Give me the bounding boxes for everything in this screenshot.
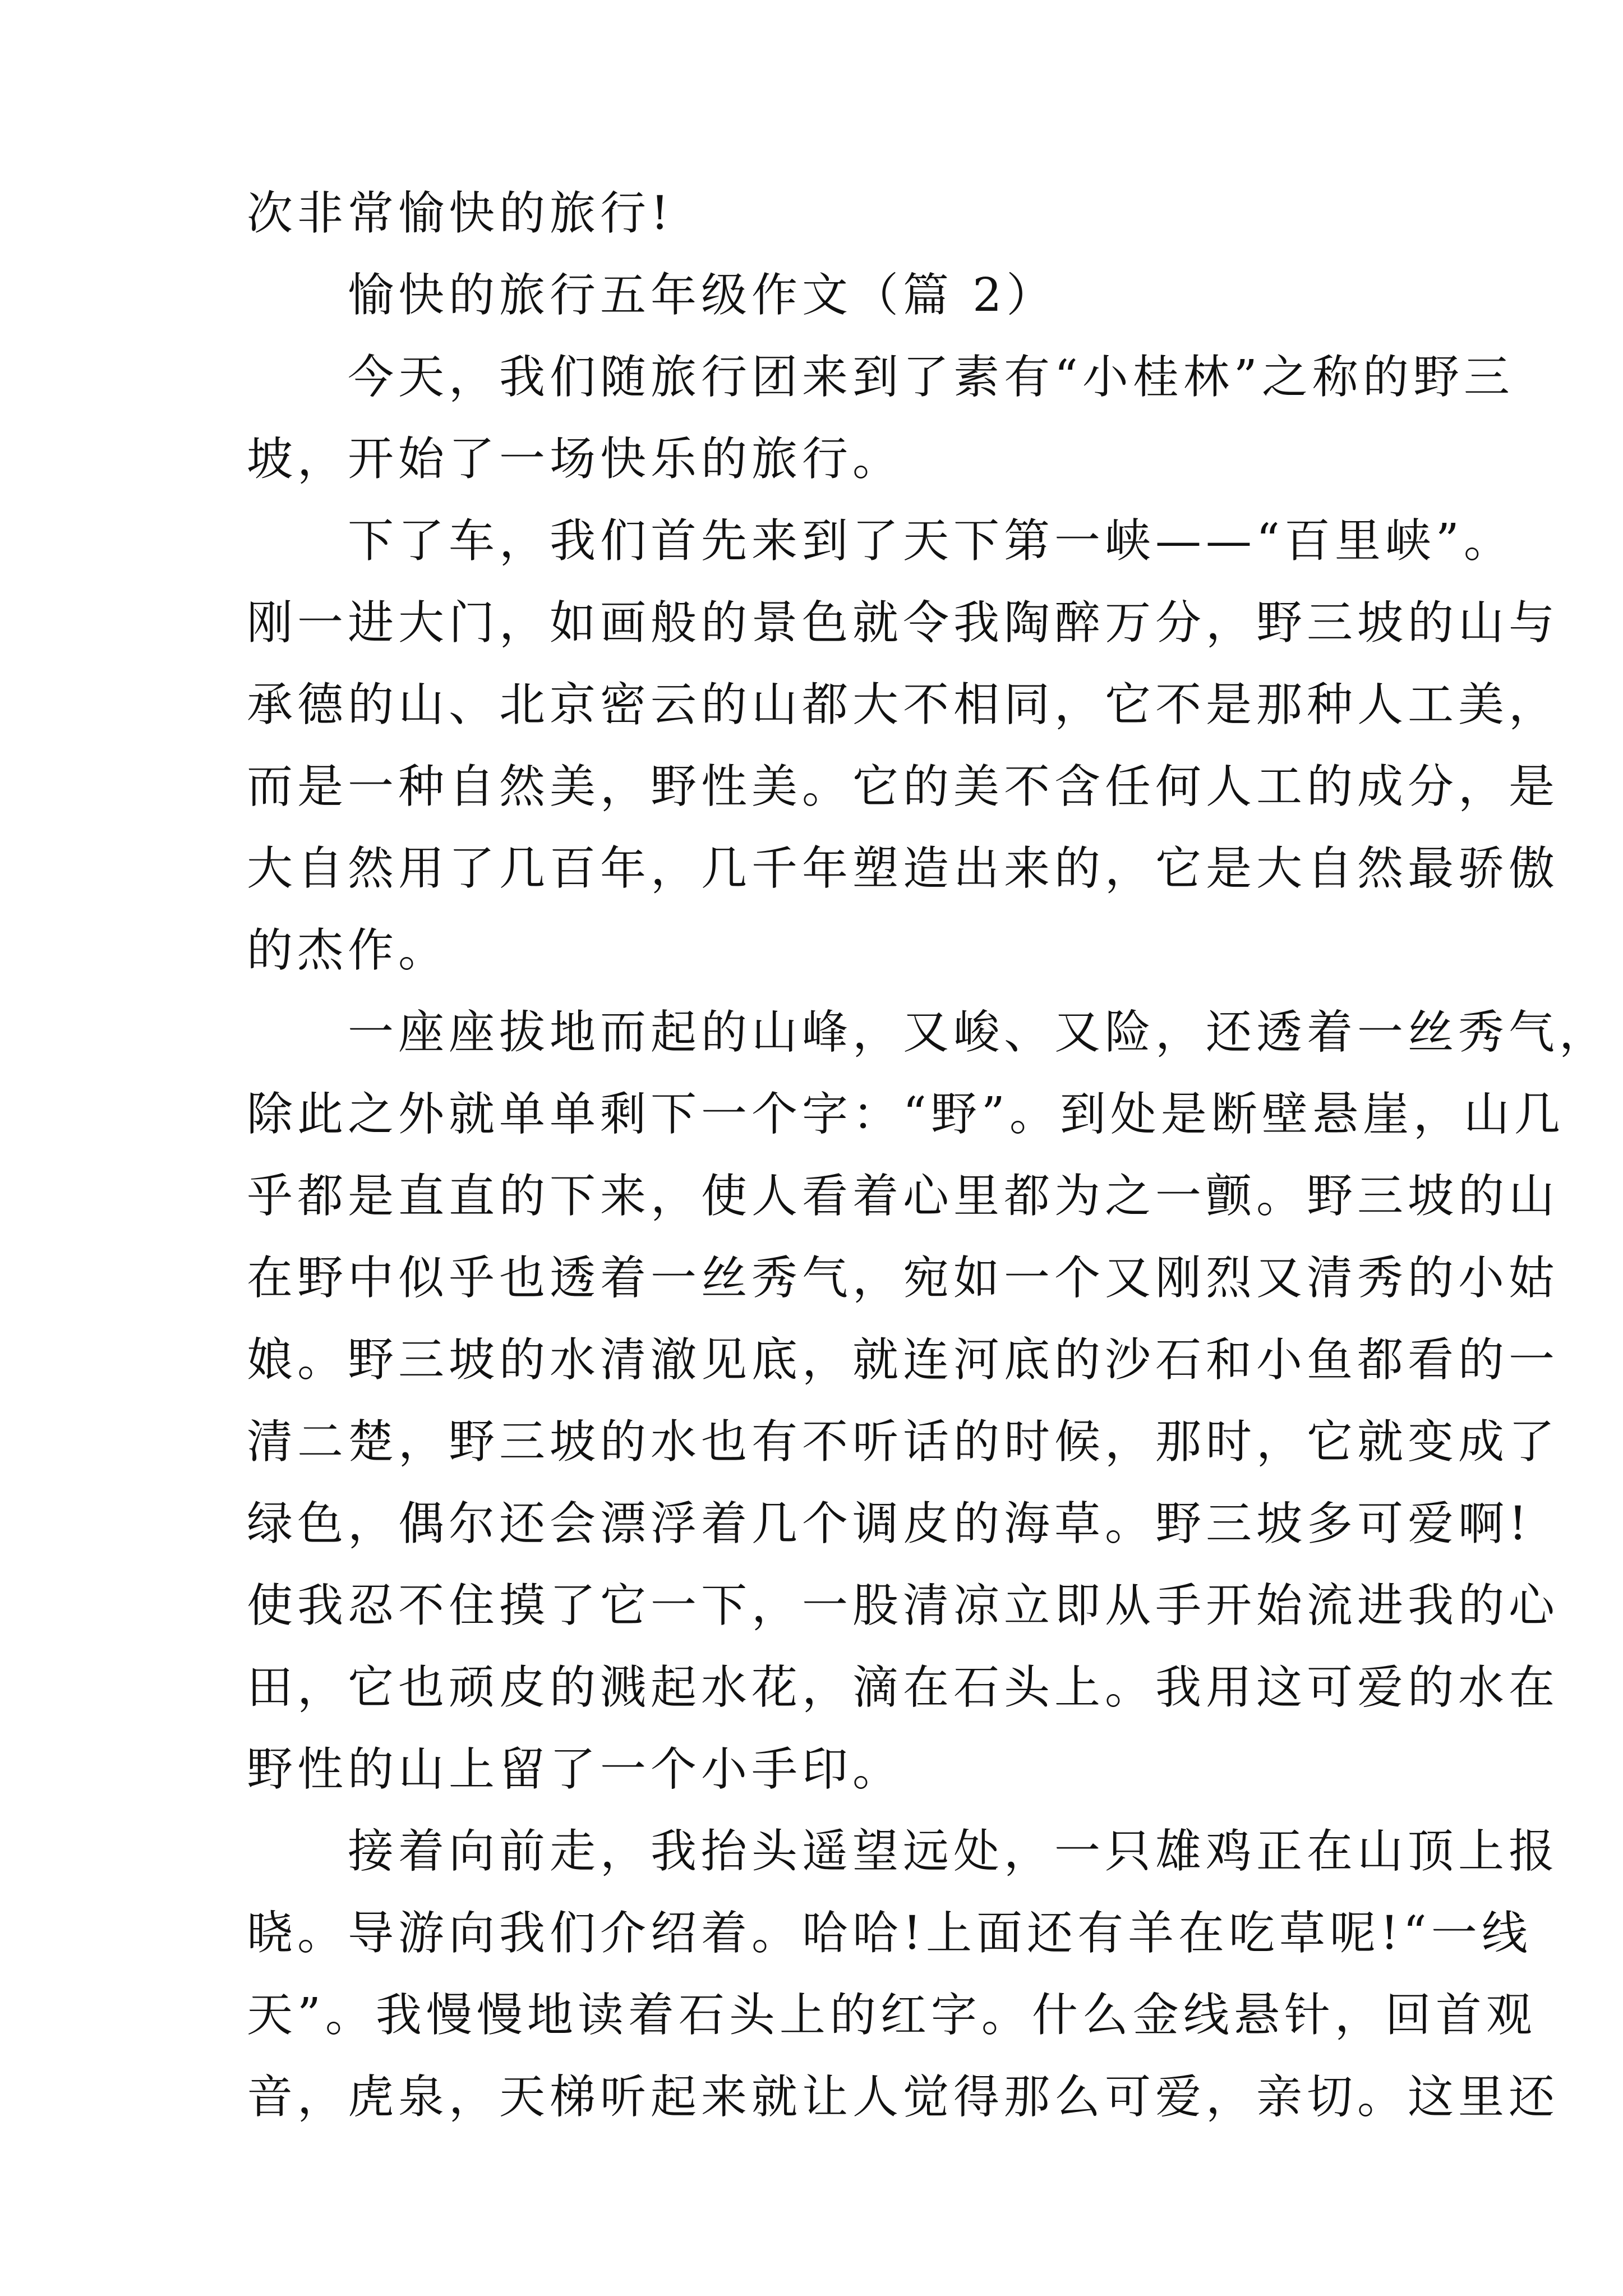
text-line: 天”。我慢慢地读着石头上的红字。什么金线悬针，回首观 xyxy=(247,1989,1537,2042)
text-line: 音，虎泉，天梯听起来就让人觉得那么可爱，亲切。这里还 xyxy=(247,2070,1560,2124)
text-line: 在野中似乎也透着一丝秀气，宛如一个又刚烈又清秀的小姑 xyxy=(247,1251,1560,1305)
text-line: 坡，开始了一场快乐的旅行。 xyxy=(247,432,903,486)
text-line: 的杰作。 xyxy=(247,924,449,977)
text-line: 今天，我们随旅行团来到了素有“小桂林”之称的野三 xyxy=(247,351,1514,404)
text-line: 晓。导游向我们介绍着。哈哈!上面还有羊在吃草呢!“一线 xyxy=(247,1907,1532,1960)
text-line: 乎都是直直的下来，使人看着心里都为之一颤。野三坡的山 xyxy=(247,1170,1560,1223)
text-line: 田，它也顽皮的溅起水花，滴在石头上。我用这可爱的水在 xyxy=(247,1661,1560,1714)
text-line: 野性的山上留了一个小手印。 xyxy=(247,1743,903,1796)
text-line: 使我忍不住摸了它一下，一股清凉立即从手开始流进我的心 xyxy=(247,1579,1560,1632)
text-line: 而是一种自然美，野性美。它的美不含任何人工的成分，是 xyxy=(247,760,1560,813)
section-heading: 愉快的旅行五年级作文（篇 2） xyxy=(247,269,1057,322)
text-line: 接着向前走，我抬头遥望远处，一只雄鸡正在山顶上报 xyxy=(247,1825,1560,1878)
text-line: 次非常愉快的旅行! xyxy=(247,187,674,240)
text-line: 刚一进大门，如画般的景色就令我陶醉万分，野三坡的山与 xyxy=(247,596,1560,650)
essay-body xyxy=(247,173,1610,2138)
text-line: 除此之外就单单剩下一个字：“野”。到处是断壁悬崖，山几 xyxy=(247,1088,1565,1141)
text-line: 大自然用了几百年，几千年塑造出来的，它是大自然最骄傲 xyxy=(247,842,1560,895)
text-line: 承德的山、北京密云的山都大不相同，它不是那种人工美， xyxy=(247,678,1560,731)
text-line: 清二楚，野三坡的水也有不听话的时候，那时，它就变成了 xyxy=(247,1415,1560,1469)
text-line: 绿色，偶尔还会漂浮着几个调皮的海草。野三坡多可爱啊! xyxy=(247,1497,1532,1550)
text-line: 娘。野三坡的水清澈见底，就连河底的沙石和小鱼都看的一 xyxy=(247,1333,1560,1387)
text-line: 一座座拔地而起的山峰，又峻、又险，还透着一丝秀气， xyxy=(247,1006,1610,1059)
text-line: 下了车，我们首先来到了天下第一峡——“百里峡”。 xyxy=(247,514,1514,568)
